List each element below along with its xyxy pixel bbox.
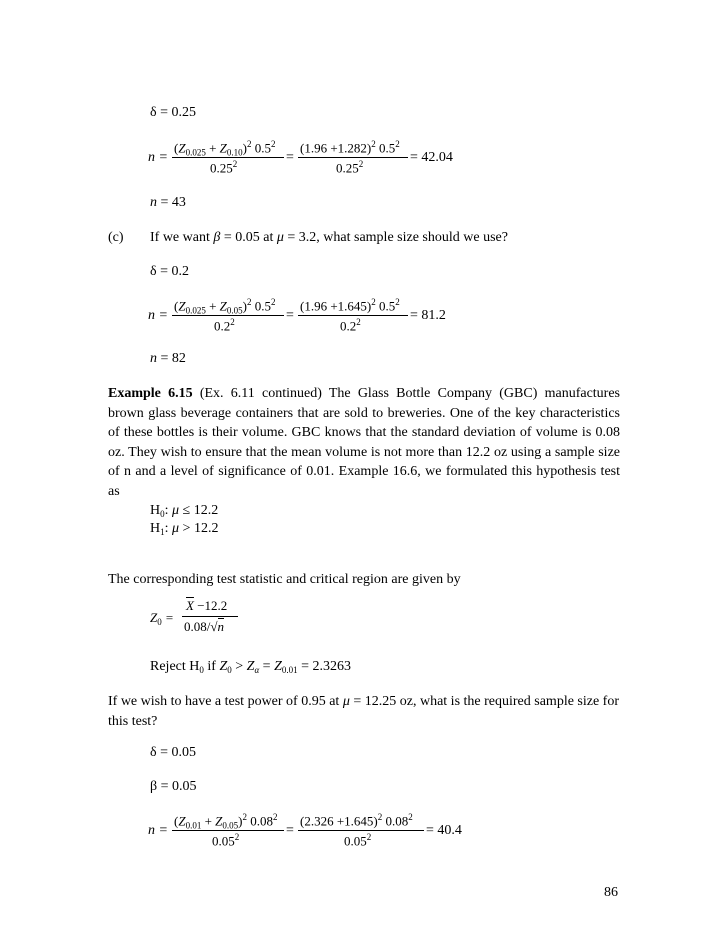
eq1-numerator: $(Z_{0.025} + Z_{0.10})^2$ $0.5^2$ [174, 139, 276, 158]
eq1-result: = 42.04 [410, 150, 453, 165]
eq3-result: = 40.4 [426, 823, 462, 838]
eq3-fraction-bar [172, 830, 284, 831]
eq3-n: n = [148, 823, 168, 838]
z0-formula [150, 598, 260, 640]
eq2-fraction-bar [172, 315, 284, 316]
eq2-equals: = [286, 308, 294, 323]
delta-example: δ = 0.05 [150, 745, 196, 760]
delta-b: δ = 0.25 [150, 105, 196, 120]
reject-rule: Reject $H_0$ if $Z_0 > Z_\alpha = Z_{0.01} = 2.3263$ [150, 659, 352, 675]
eq3-denominator: 0.05$^2$ [212, 832, 240, 849]
beta-example: β = 0.05 [150, 779, 197, 794]
equation-2 [148, 297, 478, 337]
eq1-denominator: 0.25$^2$ [210, 159, 238, 176]
hypothesis-h1: $H_1$: μ > 12.2 [150, 521, 219, 537]
part-c-label: (c) [108, 230, 124, 245]
eq2-n: n = [148, 308, 168, 323]
eq3-mid-fraction-bar [298, 830, 424, 831]
eq2-result: = 81.2 [410, 308, 446, 323]
eq1-mid-denominator: 0.25$^2$ [336, 159, 364, 176]
z0-denominator: 0.08/√n [184, 619, 224, 634]
delta-c: δ = 0.2 [150, 264, 189, 279]
eq3-equals: = [286, 823, 294, 838]
eq1-fraction-bar [172, 157, 284, 158]
eq3-mid-numerator: $(2.326 +1.645)^2$ 0.08$^2$ [300, 812, 413, 829]
example-paragraph [108, 384, 620, 502]
eq2-numerator: $(Z_{0.025} + Z_{0.05})^2$ $0.5^2$ [174, 297, 276, 316]
eq2-mid-fraction-bar [298, 315, 408, 316]
eq3-numerator: $(Z_{0.01} + Z_{0.05})^2$ 0.08$^2$ [174, 812, 278, 831]
eq2-denominator: $0.2^2$ [214, 317, 235, 334]
part-c-question: If we want β = 0.05 at μ = 3.2, what sample size should we use? [150, 230, 508, 245]
page-number: 86 [604, 885, 618, 900]
n-c: n = 82 [150, 351, 186, 366]
eq2-mid-denominator: $0.2^2$ [340, 317, 361, 334]
equation-1 [148, 139, 478, 179]
eq2-mid-numerator: $(1.96 +1.645)^2$ $0.5^2$ [300, 297, 400, 314]
power-question: If we wish to have a test power of 0.95 at μ = 12.25 oz, what is the required sample size for this test? [108, 694, 620, 729]
eq3-mid-denominator: 0.05$^2$ [344, 832, 372, 849]
eq1-equals: = [286, 150, 294, 165]
eq1-n: n = [148, 150, 168, 165]
stat-intro: The corresponding test statistic and critical region are given by [108, 572, 461, 587]
eq1-mid-fraction-bar [298, 157, 408, 158]
z0-label: $Z_0$ = [150, 610, 174, 627]
example-text: (Ex. 6.11 continued) The Glass Bottle Company (GBC) manufactures brown glass beverage containers that are sold to breweries. One of the key characteristics of these bottles is their volume. GBC knows that the standard deviation of volume is 0.08 oz. They wish to ensure that the mean volume is not more than 12.2 oz using a sample size of n and a level of significance of 0.01. Example 16.6, we formulated this hypothesis test as [108, 386, 621, 499]
hypothesis-h0: $H_0$: μ ≤ 12.2 [150, 503, 219, 519]
equation-3 [148, 812, 488, 854]
z0-numerator: $\overline{X} -12.2$ [186, 598, 228, 613]
z0-fraction-bar [182, 616, 238, 617]
n-b: n = 43 [150, 195, 186, 210]
eq1-mid-numerator: $(1.96 +1.282)^2$ $0.5^2$ [300, 139, 400, 156]
example-heading: Example 6.15 [108, 386, 193, 401]
